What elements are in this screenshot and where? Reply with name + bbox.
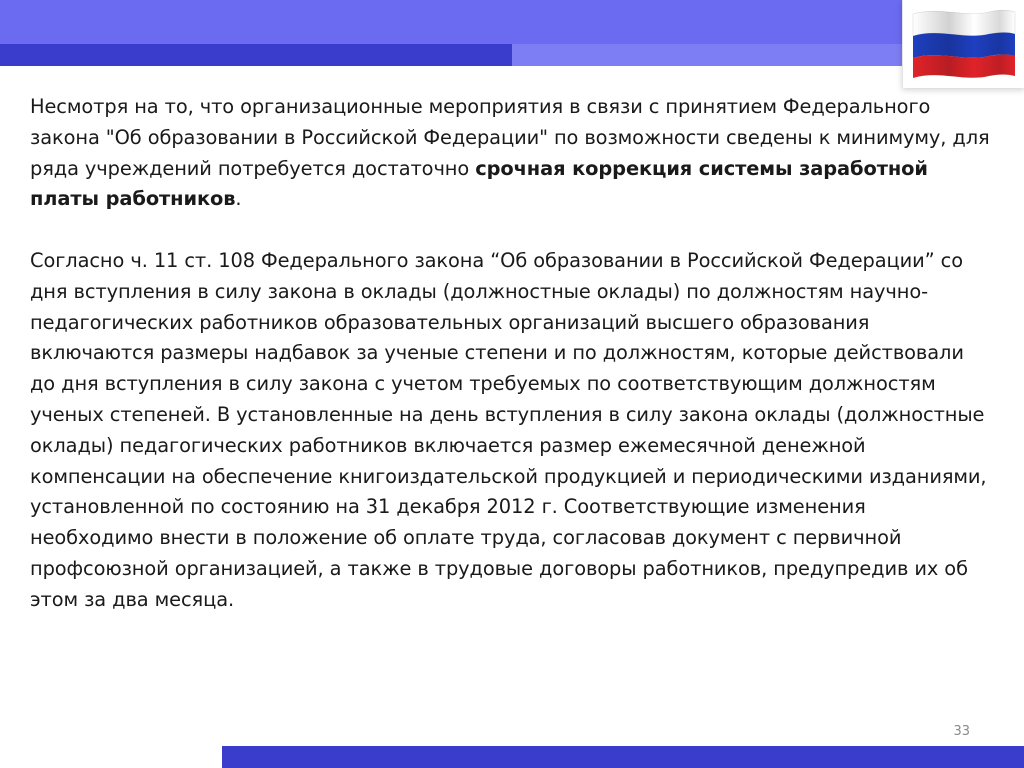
header-band [0, 0, 1024, 44]
footer-band [222, 746, 1024, 768]
law-paragraph: Согласно ч. 11 ст. 108 Федерального закона “Об образовании в Российской Федерации” со дня вступления в силу закона в оклады (должностные оклады) по должностям научно-педагогических работников образовательных организаций высшего образования включаются размеры надбавок за ученые степени и по должностям, которые действовали до дня вступления в силу закона с учетом требуемых по соответствующим должностям ученых степеней. В установленные на день вступления в силу закона оклады (должностные оклады) педагогических работников включается размер ежемесячной денежной компенсации на обеспечение книгоиздательской продукцией и периодическими изданиями, установленной по состоянию на 31 декабря 2012 г. Соответствующие изменения необходимо внести в положение об оплате труда, согласовав документ с первичной профсоюзной организацией, а также в трудовые договоры работников, предупредив их об этом за два месяца. [30, 248, 987, 611]
intro-paragraph [30, 92, 990, 215]
header-band-dark-stripe [0, 44, 512, 66]
flag-frame [902, 0, 1024, 88]
page-number: 33 [953, 724, 970, 739]
slide-body [30, 92, 990, 616]
intro-period: . [235, 187, 242, 211]
russian-flag-icon [909, 4, 1019, 82]
intro-emphasis: срочная коррекция системы заработной платы работников [30, 156, 928, 211]
intro-text: Несмотря на то, что организационные мероприятия в связи с принятием Федерального закона "Об образовании в Российской Федерации" по возможности сведены к минимуму, для ряда учреждений потребуется достаточно [30, 95, 990, 180]
